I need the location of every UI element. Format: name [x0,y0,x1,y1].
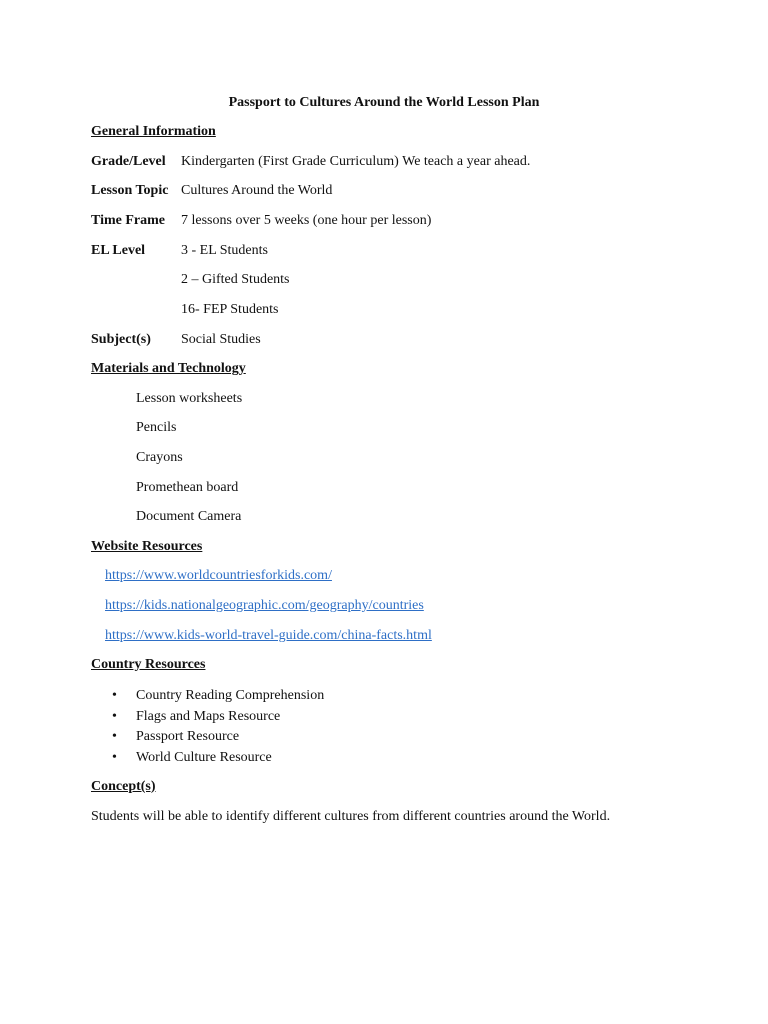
country-resources-heading: Country Resources [91,657,206,672]
bullet: • [112,750,117,765]
concepts-text: Students will be able to identify different cultures from different countries around the World. [91,809,611,824]
info-value: 2 – Gifted Students [181,272,290,287]
concepts-heading: Concept(s) [91,779,156,794]
list-item [112,708,280,726]
resource-link[interactable]: https://www.worldcountriesforkids.com/ [105,568,332,583]
list-item [112,728,239,746]
list-item-text: Flags and Maps Resource [136,709,281,724]
list-item [112,749,272,767]
info-label: Subject(s) [91,332,151,347]
info-value: Kindergarten (First Grade Curriculum) We teach a year ahead. [181,154,531,169]
info-value: 16- FEP Students [181,302,279,317]
list-item-text: Country Reading Comprehension [136,688,325,703]
info-value: 7 lessons over 5 weeks (one hour per lesson) [181,213,432,228]
info-value: 3 - EL Students [181,243,268,258]
info-label: EL Level [91,243,146,258]
info-value: Cultures Around the World [181,183,333,198]
material-item: Document Camera [136,509,242,524]
general-information-heading: General Information [91,124,216,139]
bullet: • [112,729,117,744]
list-item-text: World Culture Resource [136,750,272,765]
resource-link[interactable]: https://www.kids-world-travel-guide.com/china-facts.html [105,628,432,643]
materials-heading: Materials and Technology [91,361,246,376]
document-title: Passport to Cultures Around the World Lesson Plan [228,95,540,110]
material-item: Crayons [136,450,183,465]
resource-link[interactable]: https://kids.nationalgeographic.com/geography/countries [105,598,424,613]
material-item: Promethean board [136,480,239,495]
list-item-text: Passport Resource [136,729,240,744]
website-resources-heading: Website Resources [91,539,203,554]
material-item: Pencils [136,420,177,435]
list-item [112,687,324,705]
material-item: Lesson worksheets [136,391,243,406]
info-label: Lesson Topic [91,183,169,198]
info-label: Grade/Level [91,154,166,169]
info-label: Time Frame [91,213,165,228]
bullet: • [112,688,117,703]
info-value: Social Studies [181,332,261,347]
bullet: • [112,709,117,724]
